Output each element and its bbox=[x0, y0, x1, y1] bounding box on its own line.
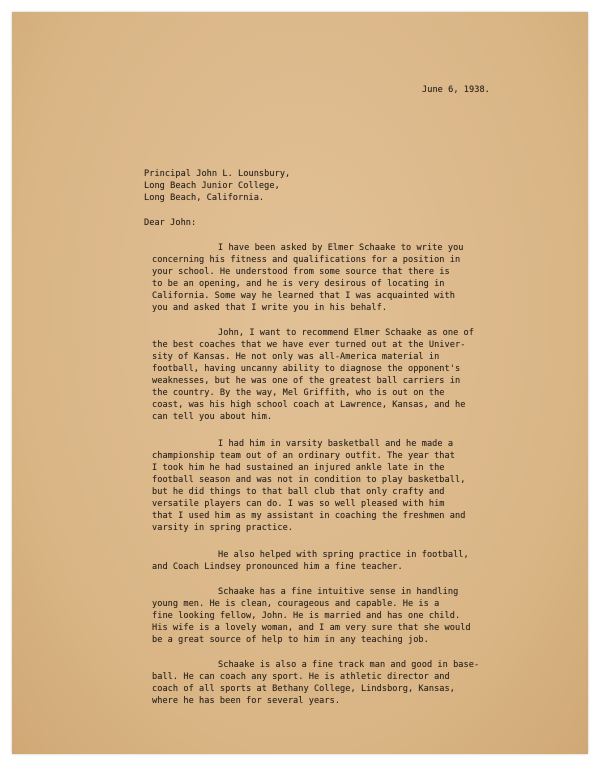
paragraph-line: you and asked that I write you in his behalf. bbox=[152, 303, 388, 313]
paragraph-line: I had him in varsity basketball and he made a bbox=[218, 439, 454, 449]
paragraph-line: ball. He can coach any sport. He is athletic director and bbox=[152, 672, 450, 682]
paragraph-line: where he has been for several years. bbox=[152, 696, 341, 706]
paragraph-line: Schaake is also a fine track man and good in base- bbox=[218, 660, 480, 670]
paragraph-line: I took him he had sustained an injured ankle late in the bbox=[152, 463, 445, 473]
paragraph-line: versatile players can do. I was so well pleased with him bbox=[152, 499, 445, 509]
typewritten-letter bbox=[12, 12, 588, 754]
paragraph-line: fine looking fellow, John. He is married and has one child. bbox=[152, 611, 461, 621]
paragraph-line: coast, was his high school coach at Lawrence, Kansas, and he bbox=[152, 400, 466, 410]
paragraph-line: coach of all sports at Bethany College, Lindsborg, Kansas, bbox=[152, 684, 455, 694]
paragraph-line: football, having uncanny ability to diagnose the opponent's bbox=[152, 364, 461, 374]
paragraph-line: John, I want to recommend Elmer Schaake as one of bbox=[218, 328, 474, 338]
letter-date: June 6, 1938. bbox=[422, 85, 490, 95]
paragraph-line: the best coaches that we have ever turned out at the Univer- bbox=[152, 340, 466, 350]
recipient-line-3: Long Beach, California. bbox=[144, 193, 265, 203]
paragraph-line: can tell you about him. bbox=[152, 412, 273, 422]
paragraph-line: concerning his fitness and qualifications for a position in bbox=[152, 255, 461, 265]
paragraph-line: the country. By the way, Mel Griffith, who is out on the bbox=[152, 388, 445, 398]
recipient-line-2: Long Beach Junior College, bbox=[144, 181, 280, 191]
paragraph-line: championship team out of an ordinary outfit. The year that bbox=[152, 451, 455, 461]
salutation: Dear John: bbox=[144, 218, 197, 228]
paragraph-line: sity of Kansas. He not only was all-America material in bbox=[152, 352, 440, 362]
paragraph-line: varsity in spring practice. bbox=[152, 523, 294, 533]
paragraph-line: California. Some way he learned that I was acquainted with bbox=[152, 291, 455, 301]
paragraph-line: to be an opening, and he is very desirous of locating in bbox=[152, 279, 445, 289]
paragraph-line: and Coach Lindsey pronounced him a fine teacher. bbox=[152, 562, 403, 572]
paragraph-line: your school. He understood from some source that there is bbox=[152, 267, 450, 277]
recipient-line-1: Principal John L. Lounsbury, bbox=[144, 169, 291, 179]
paragraph-line: His wife is a lovely woman, and I am very sure that she would bbox=[152, 623, 471, 633]
paragraph-line: Schaake has a fine intuitive sense in handling bbox=[218, 587, 459, 597]
paragraph-line: young men. He is clean, courageous and capable. He is a bbox=[152, 599, 440, 609]
paragraph-line: but he did things to that ball club that only crafty and bbox=[152, 487, 445, 497]
paragraph-line: weaknesses, but he was one of the greatest ball carriers in bbox=[152, 376, 461, 386]
paragraph-line: be a great source of help to him in any teaching job. bbox=[152, 635, 429, 645]
paragraph-line: I have been asked by Elmer Schaake to write you bbox=[218, 243, 464, 253]
letter-page bbox=[12, 12, 588, 754]
paragraph-line: that I used him as my assistant in coaching the freshmen and bbox=[152, 511, 466, 521]
paragraph-line: He also helped with spring practice in football, bbox=[218, 550, 469, 560]
paragraph-line: football season and was not in condition to play basketball, bbox=[152, 475, 466, 485]
